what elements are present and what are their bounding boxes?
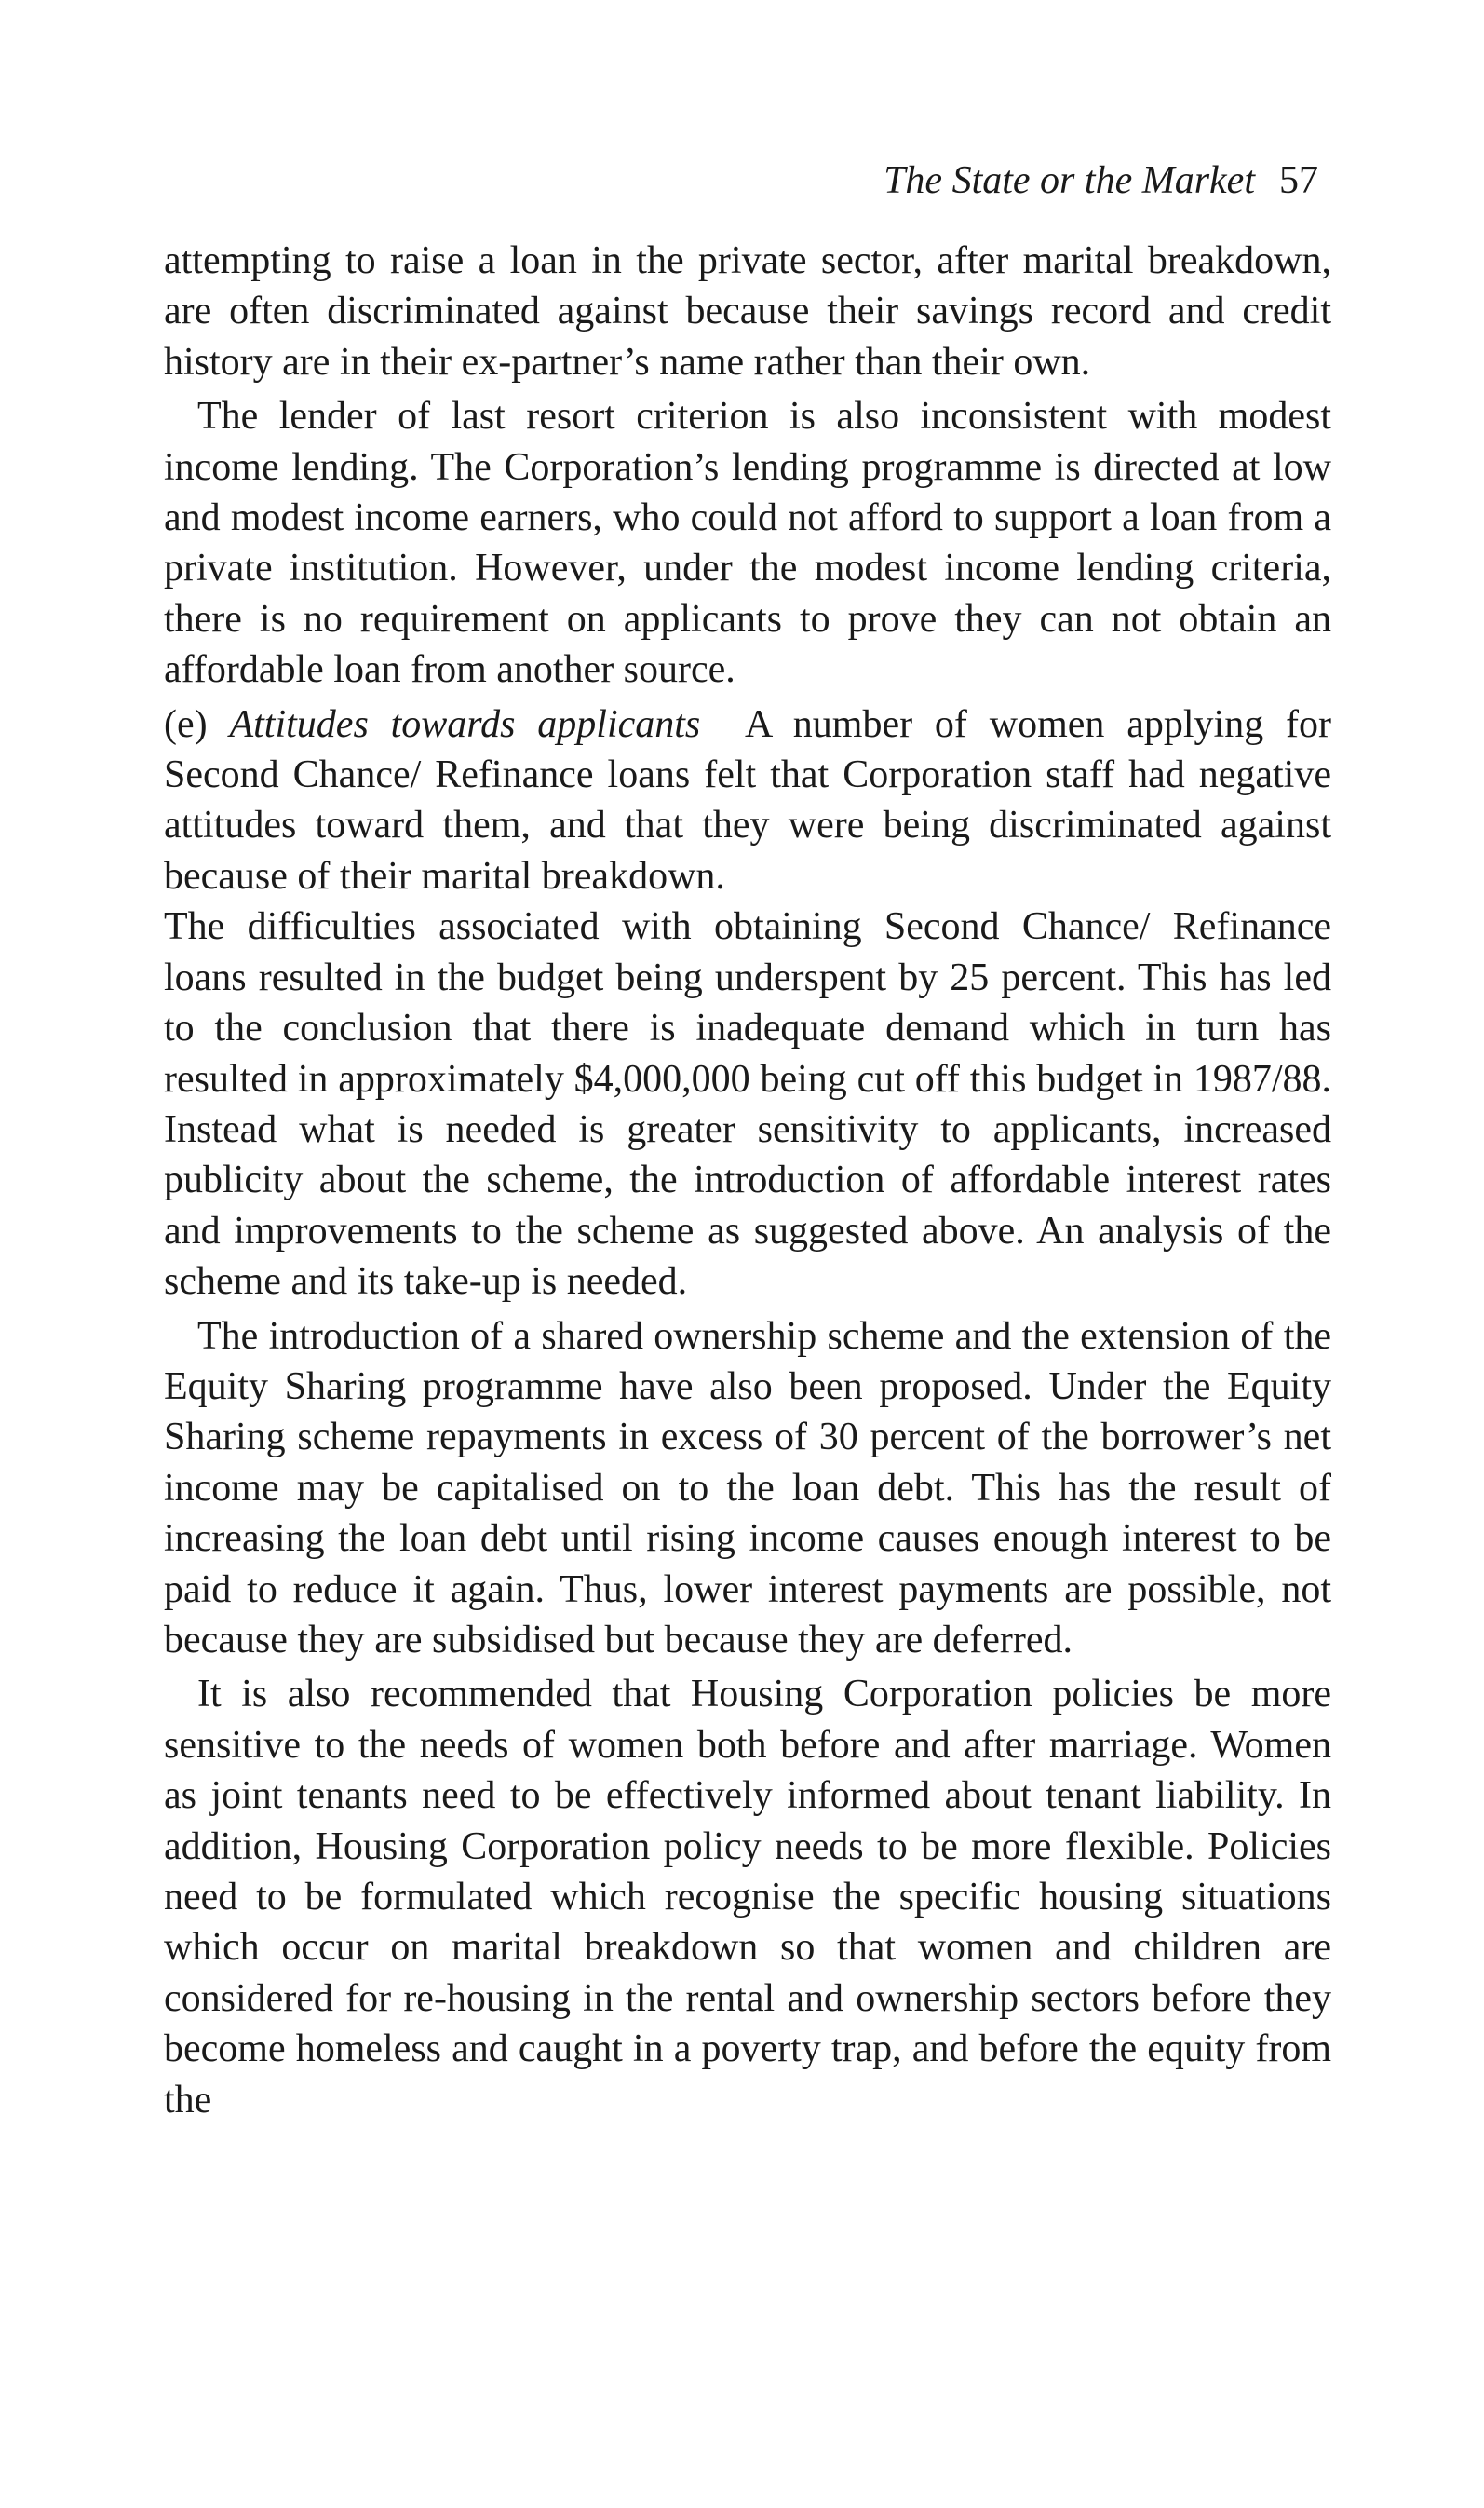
paragraph-text: The lender of last resort criterion is also inconsistent with modest income lending. The Corporation’s lending programme is directed at low and modest income earners, who could not afford to support a loan from a private institution. However, under the modest income lending criteria, there is no requirement on applicants to prove they can not obtain an affordable loan from another source. [164, 395, 1331, 692]
paragraph-text: attempting to raise a loan in the private sector, after marital breakdown, are often discriminated against because their savings record and credit history are in their ex-partner’s name rather than their own. [164, 239, 1331, 384]
paragraph-text: A number of women applying for Second Chance/ Refinance loans felt that Corporation staff had negative attitudes toward them, and that they were being discriminated against because of their marital breakdown. [164, 702, 1332, 898]
paragraph-text: It is also recommended that Housing Corporation policies be more sensitive to the needs of women both before and after marriage. Women as joint tenants need to be effectively informed about tenant liability. In addition, Housing Corporation policy needs to be more flexible. Policies need to be formulated which recognise the specific housing situations which occur on marital breakdown so that women and children are considered for re-housing in the rental and ownership sectors before they become homeless and caught in a poverty trap, and before the equity from the [164, 1673, 1331, 2122]
paragraph-second-chance-difficulties [164, 902, 1331, 1307]
page-number: 57 [1279, 159, 1318, 202]
running-head-title: The State or the Market [884, 159, 1255, 202]
paragraph-attitudes-towards-applicants [164, 699, 1331, 902]
body-text [164, 236, 1331, 2125]
paragraph-lender-of-last-resort [164, 391, 1331, 695]
paragraph-text: The difficulties associated with obtaining Second Chance/ Refinance loans resulted in the budget being underspent by 25 percent. This has led to the conclusion that there is inadequate demand which in turn has resulted in approximately $4,000,000 being cut off this budget in 1987/88. Instead what is needed is greater sensitivity to applicants, increased publicity about the scheme, the introduction of affordable interest rates and improvements to the scheme as suggested above. An analysis of the scheme and its take-up is needed. [164, 905, 1331, 1304]
section-subheading: Attitudes towards applicants [229, 702, 701, 746]
paragraph-recommendations [164, 1669, 1331, 2125]
section-label: (e) [164, 702, 208, 746]
paragraph-text: The introduction of a shared ownership scheme and the extension of the Equity Sharing programme have also been proposed. Under the Equity Sharing scheme repayments in excess of 30 percent of the borrower’s net income may be capitalised on to the loan debt. This has the result of increasing the loan debt until rising income causes enough interest to be paid to reduce it again. Thus, lower interest payments are possible, not because they are subsidised but because they are deferred. [164, 1314, 1331, 1661]
paragraph-shared-ownership [164, 1311, 1331, 1666]
running-head [884, 156, 1318, 205]
paragraph-continuation [164, 236, 1331, 387]
